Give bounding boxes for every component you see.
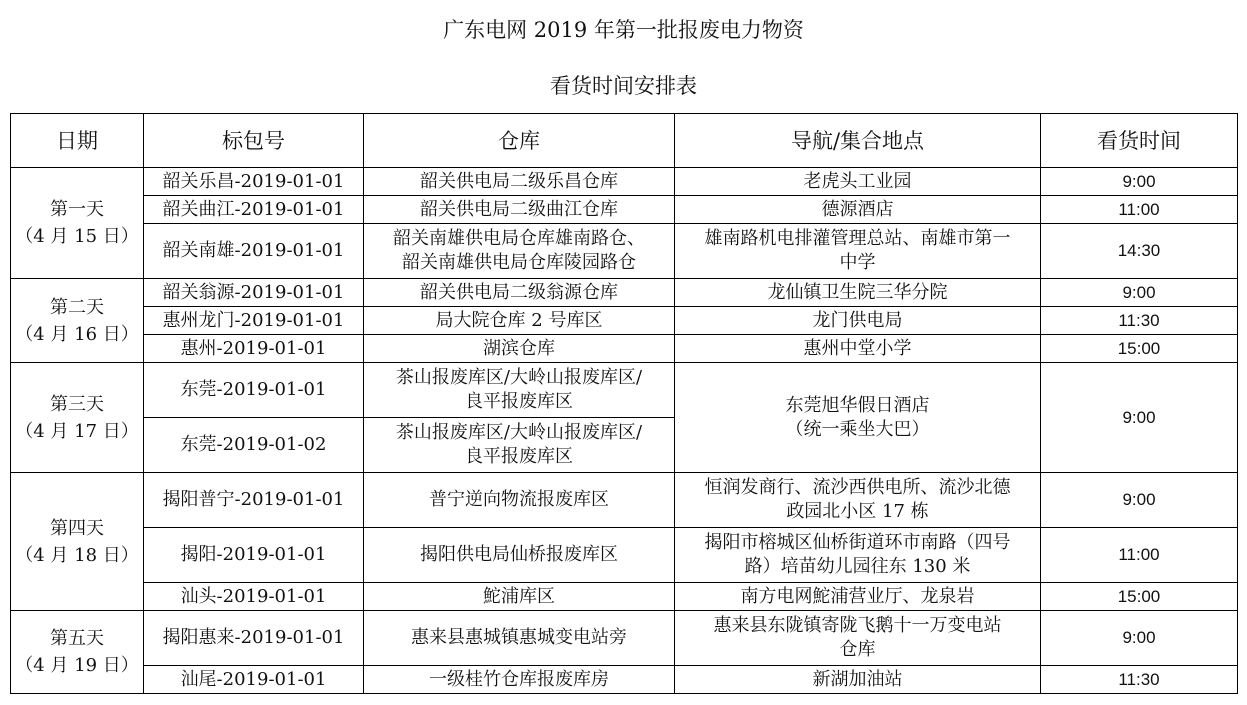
day-label: 第一天 [50, 199, 104, 220]
table-row [11, 224, 1238, 279]
time-cell: 14:30 [1041, 224, 1238, 279]
day-cell [11, 473, 144, 611]
warehouse-cell: 韶关供电局二级乐昌仓库 [364, 168, 675, 196]
location-line: （统一乘坐大巴） [785, 418, 930, 440]
location-cell: 南方电网鮀浦营业厅、龙泉岩 [675, 583, 1041, 611]
warehouse-cell: 惠来县惠城镇惠城变电站旁 [364, 611, 675, 666]
lot-cell: 韶关乐昌-2019-01-01 [144, 168, 364, 196]
lot-cell: 汕头-2019-01-01 [144, 583, 364, 611]
warehouse-cell: 鮀浦库区 [364, 583, 675, 611]
warehouse-cell: 一级桂竹仓库报废库房 [364, 666, 675, 694]
location-line: 中学 [839, 252, 876, 273]
table-row [11, 335, 1238, 363]
day-label: 第四天 [50, 517, 104, 539]
time-cell: 9:00 [1041, 473, 1238, 528]
warehouse-cell [364, 224, 675, 279]
warehouse-cell: 局大院仓库 2 号库区 [364, 307, 675, 335]
lot-cell: 汕尾-2019-01-01 [144, 666, 364, 694]
lot-cell: 韶关翁源-2019-01-01 [144, 279, 364, 307]
lot-cell: 韶关南雄-2019-01-01 [144, 224, 364, 279]
lot-cell: 韶关曲江-2019-01-01 [144, 196, 364, 224]
schedule-table [10, 113, 1238, 694]
location-cell: 龙仙镇卫生院三华分院 [675, 279, 1041, 307]
header-location: 导航/集合地点 [675, 114, 1041, 168]
header-warehouse: 仓库 [364, 114, 675, 168]
day-cell [11, 279, 144, 363]
table-row [11, 528, 1238, 583]
lot-cell: 惠州龙门-2019-01-01 [144, 307, 364, 335]
lot-cell: 东莞-2019-01-02 [144, 418, 364, 473]
day-date: （4 月 15 日） [15, 226, 139, 247]
header-date: 日期 [11, 114, 144, 168]
table-row [11, 363, 1238, 418]
day-date: （4 月 16 日） [15, 323, 139, 345]
time-cell: 11:30 [1041, 307, 1238, 335]
lot-cell: 揭阳普宁-2019-01-01 [144, 473, 364, 528]
time-cell: 15:00 [1041, 583, 1238, 611]
location-cell: 惠州中堂小学 [675, 335, 1041, 363]
location-line: 政园北小区 17 栋 [786, 501, 929, 522]
time-cell: 9:00 [1041, 611, 1238, 666]
day-date: （4 月 17 日） [15, 420, 139, 442]
location-cell [675, 473, 1041, 528]
location-cell [675, 363, 1041, 473]
lot-cell: 惠州-2019-01-01 [144, 335, 364, 363]
location-line: 惠来县东陇镇寄陇飞鹅十一万变电站 [713, 615, 1002, 636]
table-row [11, 168, 1238, 196]
time-cell: 9:00 [1041, 168, 1238, 196]
location-cell: 龙门供电局 [675, 307, 1041, 335]
warehouse-line: 韶关南雄供电局仓库雄南路仓、 [393, 228, 645, 249]
location-cell: 新湖加油站 [675, 666, 1041, 694]
day-label: 第二天 [50, 296, 104, 318]
lot-cell: 揭阳-2019-01-01 [144, 528, 364, 583]
day-cell [11, 363, 144, 473]
warehouse-cell: 韶关供电局二级曲江仓库 [364, 196, 675, 224]
table-row [11, 279, 1238, 307]
document-subtitle: 看货时间安排表 [550, 74, 697, 98]
location-line: 仓库 [839, 639, 876, 660]
header-lot: 标包号 [144, 114, 364, 168]
time-cell: 11:00 [1041, 528, 1238, 583]
time-cell: 15:00 [1041, 335, 1238, 363]
location-cell: 德源酒店 [675, 196, 1041, 224]
location-cell [675, 528, 1041, 583]
table-row [11, 611, 1238, 666]
warehouse-line: 良平报废库区 [465, 391, 573, 412]
location-line: 路）培苗幼儿园往东 130 米 [744, 556, 971, 577]
lot-cell: 揭阳惠来-2019-01-01 [144, 611, 364, 666]
warehouse-line: 茶山报废库区/大岭山报废库区/ [395, 422, 643, 443]
day-date: （4 月 18 日） [15, 544, 139, 566]
location-line: 揭阳市榕城区仙桥街道环市南路（四号 [704, 532, 1011, 553]
location-cell: 老虎头工业园 [675, 168, 1041, 196]
day-label: 第五天 [50, 628, 104, 649]
time-cell: 11:30 [1041, 666, 1238, 694]
location-line: 雄南路机电排灌管理总站、南雄市第一 [704, 228, 1011, 249]
day-cell [11, 168, 144, 279]
warehouse-cell: 湖滨仓库 [364, 335, 675, 363]
day-label: 第三天 [50, 393, 104, 415]
day-cell [11, 611, 144, 694]
warehouse-line: 茶山报废库区/大岭山报废库区/ [395, 367, 643, 388]
time-cell: 11:00 [1041, 196, 1238, 224]
location-cell [675, 224, 1041, 279]
location-line: 恒润发商行、流沙西供电所、流沙北德 [704, 477, 1011, 498]
warehouse-cell: 韶关供电局二级翁源仓库 [364, 279, 675, 307]
day-date: （4 月 19 日） [15, 655, 139, 676]
location-line: 东莞旭华假日酒店 [785, 394, 930, 416]
warehouse-line: 韶关南雄供电局仓库陵园路仓 [402, 252, 636, 273]
time-cell: 9:00 [1041, 279, 1238, 307]
table-row [11, 196, 1238, 224]
document-title: 广东电网 2019 年第一批报废电力物资 [443, 18, 804, 42]
warehouse-line: 良平报废库区 [465, 446, 573, 467]
time-cell: 9:00 [1041, 363, 1238, 473]
table-row [11, 473, 1238, 528]
warehouse-cell [364, 363, 675, 418]
table-row [11, 307, 1238, 335]
warehouse-cell: 揭阳供电局仙桥报废库区 [364, 528, 675, 583]
table-row [11, 666, 1238, 694]
warehouse-cell [364, 418, 675, 473]
location-cell [675, 611, 1041, 666]
table-header-row [11, 114, 1238, 168]
warehouse-cell: 普宁逆向物流报废库区 [364, 473, 675, 528]
table-row [11, 583, 1238, 611]
header-time: 看货时间 [1041, 114, 1238, 168]
lot-cell: 东莞-2019-01-01 [144, 363, 364, 418]
